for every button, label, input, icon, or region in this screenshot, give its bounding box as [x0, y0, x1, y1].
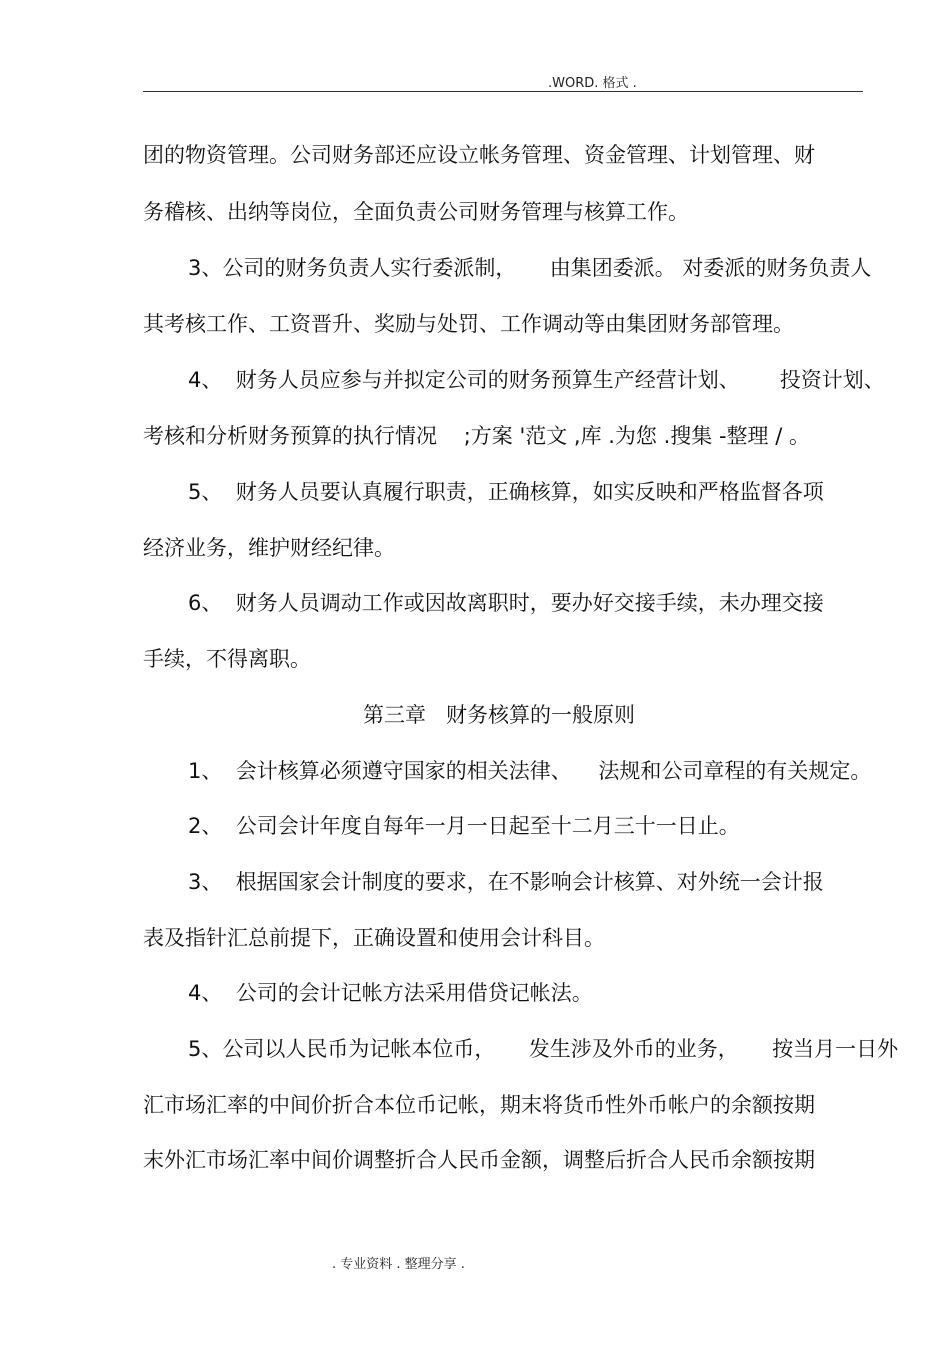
text-line: 末外汇市场汇率中间价调整折合人民币金额，调整后折合人民币余额按期: [143, 1148, 815, 1172]
text-line: 4、 公司的会计记帐方法采用借贷记帐法。: [188, 981, 593, 1005]
text-line: 3、 根据国家会计制度的要求，在不影响会计核算、对外统一会计报: [188, 870, 824, 894]
header-text: .WORD. 格式 .: [548, 76, 637, 91]
text-line: 5、 财务人员要认真履行职责，正确核算，如实反映和严格监督各项: [188, 480, 824, 504]
footer-text: . 专业资料 . 整理分享 .: [332, 1257, 465, 1272]
text-line: 4、 财务人员应参与并拟定公司的财务预算生产经营计划、 投资计划、: [188, 368, 885, 392]
text-line: 3、公司的财务负责人实行委派制， 由集团委派。 对委派的财务负责人: [188, 256, 872, 280]
text-line: 手续，不得离职。: [143, 647, 311, 671]
text-line: 其考核工作、工资晋升、奖励与处罚、工作调动等由集团财务部管理。: [143, 312, 794, 336]
text-line: 经济业务，维护财经纪律。: [143, 536, 395, 560]
chapter-heading: 第三章 财务核算的一般原则: [363, 703, 636, 727]
text-line: 2、 公司会计年度自每年一月一日起至十二月三十一日止。: [188, 814, 740, 838]
header-rule: [143, 91, 863, 92]
text-line: 汇市场汇率的中间价折合本位币记帐，期末将货币性外币帐户的余额按期: [143, 1093, 815, 1117]
text-line: 6、 财务人员调动工作或因故离职时，要办好交接手续，未办理交接: [188, 591, 824, 615]
text-line: 考核和分析财务预算的执行情况 ;方案 '范文 ,库 .为您 .搜集 -整理 / 。: [143, 424, 810, 448]
text-line: 团的物资管理。公司财务部还应设立帐务管理、资金管理、计划管理、财: [143, 143, 815, 167]
text-line: 表及指针汇总前提下，正确设置和使用会计科目。: [143, 926, 605, 950]
text-line: 5、公司以人民币为记帐本位币， 发生涉及外币的业务， 按当月一日外: [188, 1037, 899, 1061]
text-line: 1、 会计核算必须遵守国家的相关法律、 法规和公司章程的有关规定。: [188, 759, 872, 783]
text-line: 务稽核、出纳等岗位，全面负责公司财务管理与核算工作。: [143, 200, 689, 224]
